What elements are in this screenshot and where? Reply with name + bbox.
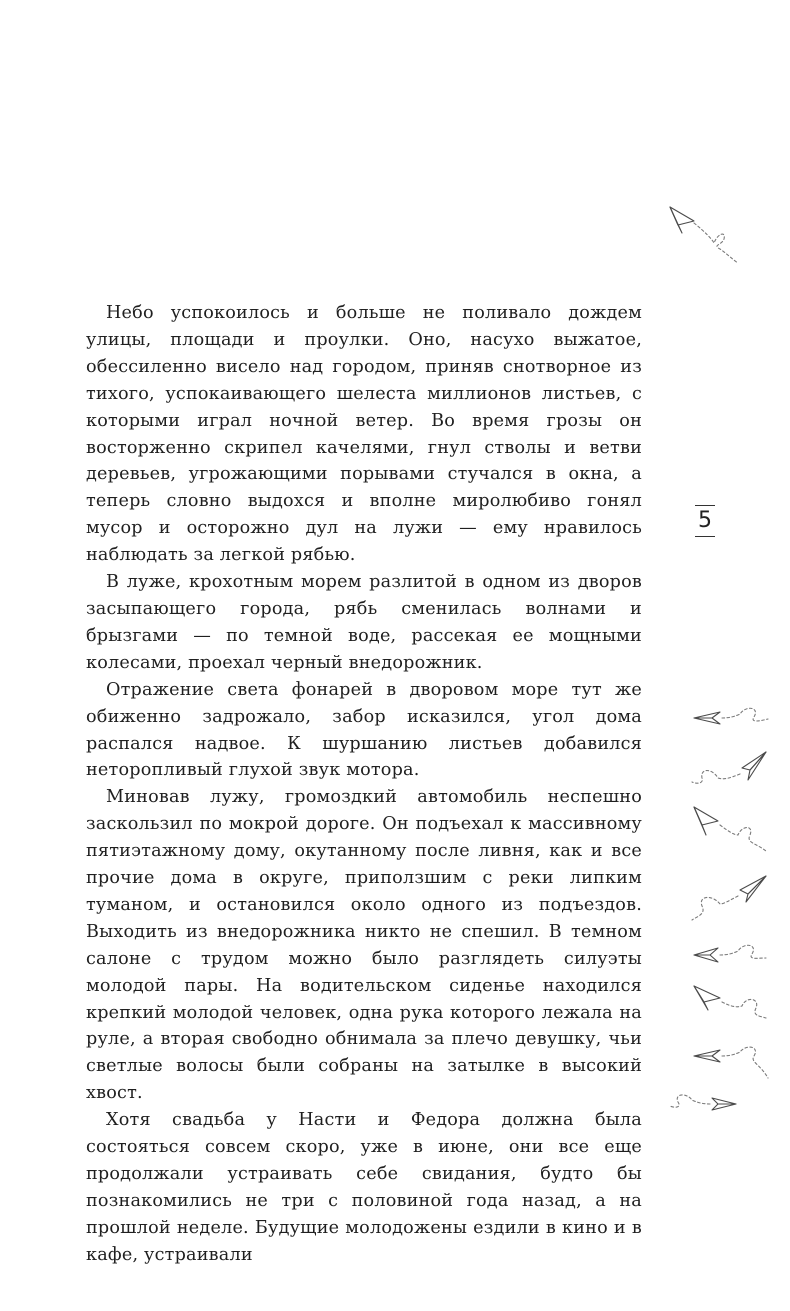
paper-plane-icon: [690, 982, 770, 1022]
body-text: [86, 300, 642, 1269]
paper-plane-icon: [690, 872, 770, 922]
paper-plane-icon: [668, 1088, 748, 1118]
paper-plane-icon: [690, 805, 770, 855]
paper-plane-icon: [690, 1040, 770, 1080]
paper-plane-icon: [690, 940, 770, 970]
paragraph: Хотя свадьба у Насти и Федора должна была состояться совсем скоро, уже в июне, они все еще продолжали устраивать себе свидания, будто бы познакомились не три с половиной года назад, а на прошлой неделе. Будущие молодожены ездили в кино и в кафе, устраивали: [86, 1110, 642, 1265]
paragraph: В луже, крохотным морем разлитой в одном из дворов засыпающего города, рябь сменилась волнами и брызгами — по темной воде, рассекая ее мощными колесами, проехал черный внедорожник.: [86, 572, 642, 673]
paper-plane-icon: [668, 205, 740, 265]
page-number: [690, 505, 720, 537]
paragraph: Небо успокоилось и больше не поливало дождем улицы, площади и проулки. Оно, насухо выжатое, обессиленно висело над городом, приняв снотворное из тихого, успокаивающего шелеста миллионов листьев, с которыми играл ночной ветер. Во время грозы он восторженно скрипел качелями, гнул стволы и ветви деревьев, угрожающими порывами стучался в окна, а теперь словно выдохся и вполне миролюбиво гонял мусор и осторожно дул на лужи — ему нравилось наблюдать за легкой рябью.: [86, 303, 642, 566]
page-number-value: 5: [698, 508, 712, 533]
paper-plane-icon: [690, 703, 770, 733]
page-number-bottom-rule: [695, 536, 715, 537]
paper-plane-icon: [690, 748, 770, 788]
paragraph: Отражение света фонарей в дворовом море тут же обиженно задрожало, забор исказился, угол дома распался надвое. К шуршанию листьев добавился неторопливый глухой звук мотора.: [86, 679, 642, 781]
paragraph: Миновав лужу, громоздкий автомобиль неспешно заскользил по мокрой дороге. Он подъехал к массивному пятиэтажному дому, окутанному после ливня, как и все прочие дома в округе, приползшим с реки липким туманом, и остановился около одного из подъездов. Выходить из внедорожника никто не спешил. В темном салоне с трудом можно было разглядеть силуэты молодой пары. На водительском сиденье находился крепкий молодой человек, одна рука которого лежала на руле, а вторая свободно обнимала за плечо девушку, чьи светлые волосы были собраны на затылке в высокий хвост.: [86, 787, 642, 1104]
